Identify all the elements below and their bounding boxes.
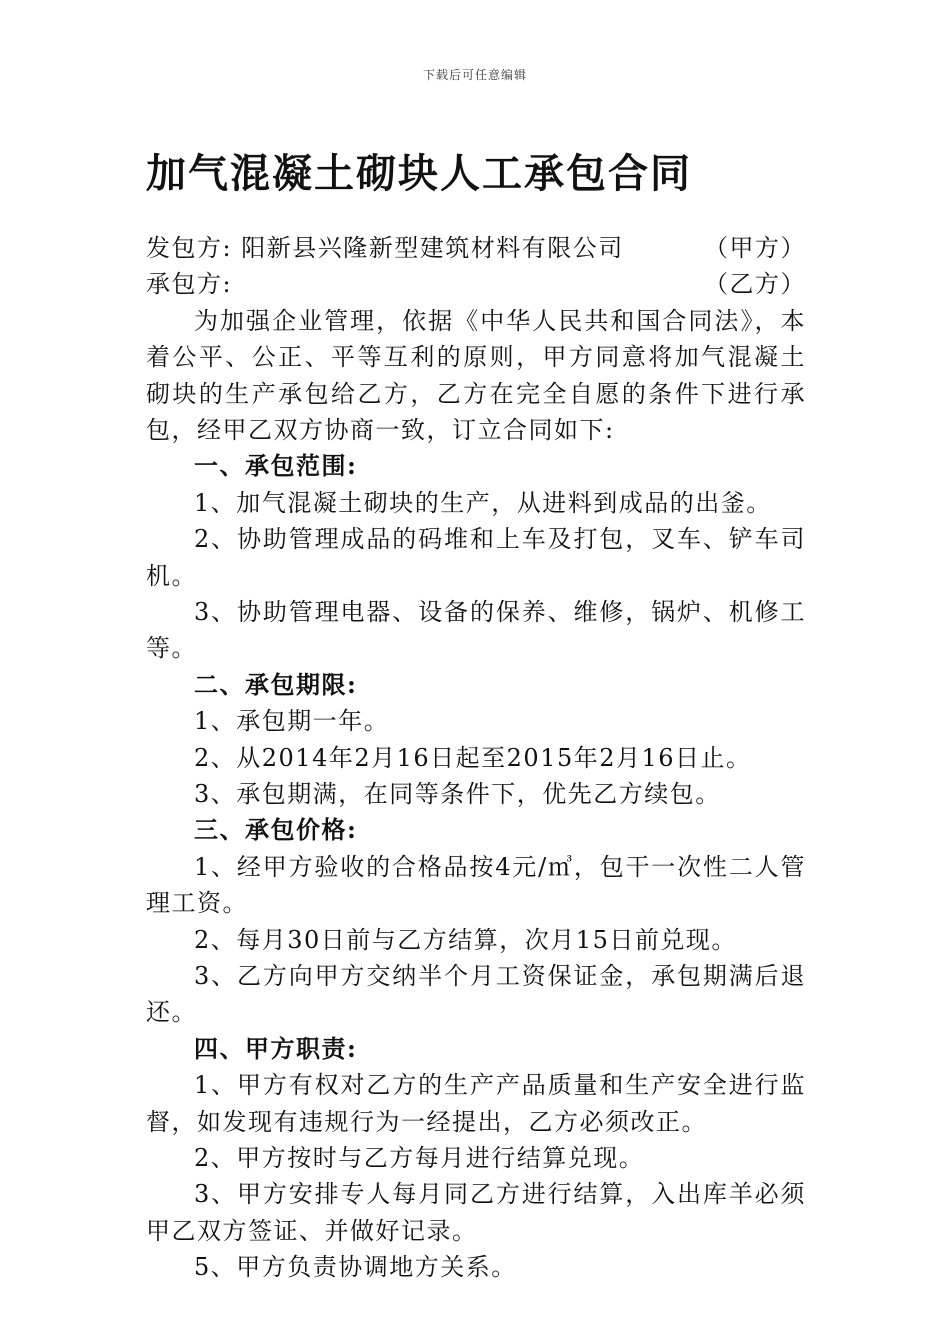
scope-item-2: 2、协助管理成品的码堆和上车及打包，叉车、铲车司机。 xyxy=(146,525,806,590)
duties-item-2: 2、甲方按时与乙方每月进行结算兑现。 xyxy=(194,1144,645,1173)
duties-item-3: 3、甲方安排专人每月同乙方进行结算，入出库羊必须甲乙双方签证、并做好记录。 xyxy=(146,1180,806,1245)
document-title: 加气混凝土砌块人工承包合同 xyxy=(146,150,692,197)
party-b-info xyxy=(146,266,232,302)
section-heading-duties: 四、甲方职责: xyxy=(194,1033,358,1063)
price-item-3: 3、乙方向甲方交纳半个月工资保证金，承包期满后退还。 xyxy=(146,962,806,1027)
duties-item-1: 1、甲方有权对乙方的生产产品质量和生产安全进行监督，如发现有违规行为一经提出，乙方必须改正。 xyxy=(146,1071,806,1136)
term-item-2: 2、从2014年2月16日起至2015年2月16日止。 xyxy=(194,743,752,772)
party-b-role: （乙方） xyxy=(704,270,806,299)
duties-item-5: 5、甲方负责协调地方关系。 xyxy=(194,1253,517,1282)
section-heading-scope: 一、承包范围: xyxy=(194,451,358,481)
document-body xyxy=(146,230,806,1286)
price-item-2: 2、每月30日前与乙方结算，次月15日前兑现。 xyxy=(194,925,737,954)
section-heading-price: 三、承包价格: xyxy=(194,815,358,845)
section-heading-term: 二、承包期限: xyxy=(194,669,358,699)
term-item-1: 1、承包期一年。 xyxy=(194,707,390,736)
header-note: 下载后可任意编辑 xyxy=(422,68,527,82)
scope-item-3: 3、协助管理电器、设备的保养、维修，锅炉、机修工等。 xyxy=(146,598,806,663)
party-a-info xyxy=(146,230,624,266)
scope-item-1: 1、加气混凝土砌块的生产，从进料到成品的出釜。 xyxy=(194,488,772,517)
intro-paragraph: 为加强企业管理，依据《中华人民共和国合同法》，本着公平、公正、平等互利的原则，甲方同意将加气混凝土砌块的生产承包给乙方，乙方在完全自愿的条件下进行承包，经甲乙双方协商一致，订立合同如下: xyxy=(146,306,806,444)
party-a-label: 发包方: xyxy=(146,234,233,262)
party-a-name: 阳新县兴隆新型建筑材料有限公司 xyxy=(241,234,624,262)
party-b-label: 承包方: xyxy=(146,270,233,299)
term-item-3: 3、承包期满，在同等条件下，优先乙方续包。 xyxy=(194,780,721,809)
price-item-1: 1、经甲方验收的合格品按4元/㎥，包干一次性二人管理工资。 xyxy=(146,852,806,918)
party-a-line xyxy=(146,230,806,266)
party-b-line xyxy=(146,266,806,302)
party-a-role: （甲方） xyxy=(704,234,806,262)
